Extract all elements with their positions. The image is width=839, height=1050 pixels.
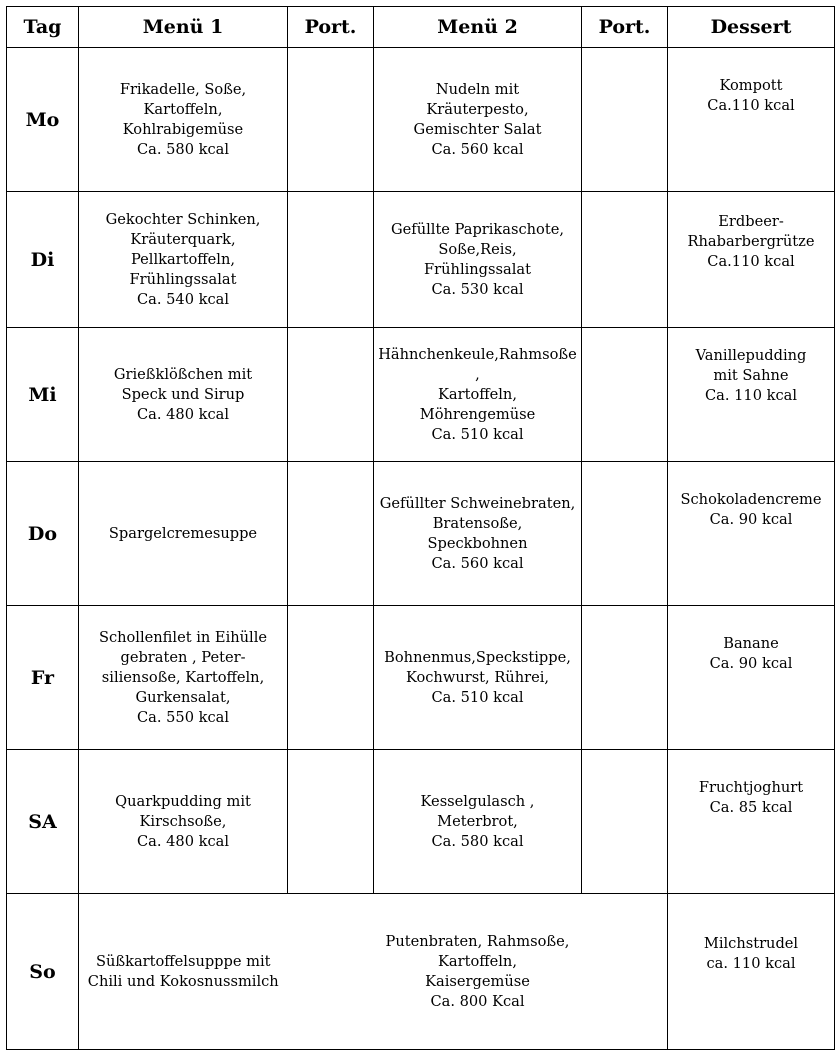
- menu-1-cell-line: Kirschsoße,: [139, 812, 227, 830]
- menu-2-cell-line: Kartoffeln,: [438, 952, 517, 970]
- portion-1-cell: [288, 48, 374, 192]
- menu-2-cell-line: Bratensoße,: [432, 514, 523, 532]
- dessert-cell-line: Ca. 90 kcal: [709, 655, 793, 672]
- menu-2-cell-line: Ca. 560 kcal: [431, 140, 524, 158]
- weekly-menu-table: [6, 6, 835, 1050]
- dessert-cell-line: Milchstrudel: [703, 935, 799, 952]
- menu-1-cell-line: Chili und Kokosnussmilch: [87, 972, 279, 990]
- header-portion-1: Port.: [288, 7, 374, 48]
- dessert-cell: [668, 462, 835, 606]
- menu-1-cell: [79, 894, 288, 1050]
- menu-1-cell-line: Süßkartoffelsupppe mit: [95, 952, 271, 970]
- menu-1-cell-line: Ca. 480 kcal: [136, 405, 230, 423]
- menu-2-cell-line: Frühlingssalat: [424, 260, 531, 278]
- menu-1-cell-line: Spargelcremesuppe: [108, 524, 258, 542]
- header-dessert: Dessert: [668, 7, 835, 48]
- dessert-cell: [668, 192, 835, 328]
- menu-1-cell-line: Gekochter Schinken,: [105, 210, 261, 228]
- menu-1-cell: [79, 48, 288, 192]
- day-label: Mo: [7, 48, 79, 192]
- dessert-cell-line: Erdbeer-: [718, 213, 784, 230]
- dessert-cell-line: Rhabarbergrütze: [687, 233, 815, 250]
- dessert-cell-line: Fruchtjoghurt: [698, 779, 804, 796]
- menu-2-cell-line: Ca. 800 Kcal: [430, 992, 525, 1010]
- menu-1-cell-line: Ca. 480 kcal: [136, 832, 230, 850]
- menu-1-cell-line: Ca. 540 kcal: [136, 290, 230, 308]
- menu-1-cell-line: Grießklößchen mit: [113, 365, 253, 383]
- dessert-cell-line: Ca.110 kcal: [707, 97, 795, 114]
- dessert-cell-line: Ca. 85 kcal: [709, 799, 793, 816]
- menu-2-cell-line: Kartoffeln,: [438, 385, 517, 403]
- menu-2-cell-line: Hähnchenkeule,Rahmsoße: [378, 345, 577, 363]
- menu-2-cell-line: Soße,Reis,: [438, 240, 517, 258]
- menu-row-so: [7, 894, 835, 1050]
- menu-2-cell-line: Kaisergemüse: [425, 972, 530, 990]
- menu-row-do: [7, 462, 835, 606]
- menu-2-cell-line: Ca. 560 kcal: [431, 554, 524, 572]
- menu-2-cell-line: Bohnenmus,Speckstippe,: [384, 648, 571, 666]
- portion-1-cell: [288, 894, 374, 1050]
- menu-2-cell-line: Kesselgulasch ,: [420, 792, 535, 810]
- dessert-cell-line: Kompott: [719, 77, 783, 94]
- dessert-cell-line: ca. 110 kcal: [706, 955, 796, 972]
- menu-2-cell: [374, 606, 582, 750]
- menu-row-di: [7, 192, 835, 328]
- portion-2-cell: [582, 48, 668, 192]
- menu-1-cell-line: siliensoße, Kartoffeln,: [101, 668, 265, 686]
- menu-2-cell-line: Kochwurst, Rührei,: [405, 668, 550, 686]
- header-row: [7, 7, 835, 48]
- menu-1-cell-line: Speck und Sirup: [121, 385, 245, 403]
- portion-2-cell: [582, 328, 668, 462]
- menu-2-cell: [374, 462, 582, 606]
- header-menu-1: Menü 1: [79, 7, 288, 48]
- menu-2-cell-line: Gefüllter Schweinebraten,: [379, 494, 576, 512]
- portion-2-cell: [582, 462, 668, 606]
- dessert-cell-line: Banane: [723, 635, 779, 652]
- portion-2-cell: [582, 894, 668, 1050]
- menu-1-cell-line: gebraten , Peter-: [120, 648, 246, 666]
- day-label: SA: [7, 750, 79, 894]
- day-label: Di: [7, 192, 79, 328]
- menu-1-cell-line: Kräuterquark,: [130, 230, 236, 248]
- menu-1-cell: [79, 328, 288, 462]
- dessert-cell-line: Ca. 90 kcal: [709, 511, 793, 528]
- menu-1-cell: [79, 192, 288, 328]
- menu-2-cell-line: Ca. 510 kcal: [431, 425, 524, 443]
- menu-1-cell-line: Gurkensalat,: [135, 688, 231, 706]
- dessert-cell: [668, 606, 835, 750]
- menu-2-cell-line: Gefüllte Paprikaschote,: [391, 220, 564, 238]
- menu-1-cell-line: Quarkpudding mit: [115, 792, 251, 810]
- menu-2-cell-line: Gemischter Salat: [413, 120, 542, 138]
- header-portion-2: Port.: [582, 7, 668, 48]
- menu-1-cell-line: Ca. 550 kcal: [136, 708, 230, 726]
- header-menu-2: Menü 2: [374, 7, 582, 48]
- menu-1-cell-line: Pellkartoffeln,: [130, 250, 236, 268]
- dessert-cell-line: Ca. 110 kcal: [704, 387, 798, 404]
- portion-2-cell: [582, 192, 668, 328]
- menu-2-cell-line: Putenbraten, Rahmsoße,: [385, 932, 570, 950]
- day-label: Fr: [7, 606, 79, 750]
- dessert-cell-line: mit Sahne: [713, 367, 789, 384]
- menu-2-cell-line: Speckbohnen: [427, 534, 528, 552]
- menu-2-cell-line: Ca. 580 kcal: [431, 832, 524, 850]
- portion-1-cell: [288, 606, 374, 750]
- portion-1-cell: [288, 328, 374, 462]
- menu-2-cell-line: Möhrengemüse: [419, 405, 536, 423]
- menu-1-cell-line: Ca. 580 kcal: [136, 140, 230, 158]
- menu-1-cell-line: Kartoffeln,: [143, 100, 223, 118]
- menu-2-cell: [374, 48, 582, 192]
- dessert-cell-line: Ca.110 kcal: [707, 253, 795, 270]
- menu-2-cell-line: Nudeln mit: [435, 80, 520, 98]
- dessert-cell-line: Vanillepudding: [695, 347, 807, 364]
- dessert-cell: [668, 328, 835, 462]
- menu-2-cell-line: ,: [475, 365, 480, 383]
- day-label: Do: [7, 462, 79, 606]
- menu-2-cell: [374, 894, 582, 1050]
- dessert-cell: [668, 48, 835, 192]
- portion-2-cell: [582, 606, 668, 750]
- menu-1-cell-line: Kohlrabigemüse: [122, 120, 244, 138]
- menu-2-cell-line: Ca. 510 kcal: [431, 688, 524, 706]
- menu-2-cell-line: Meterbrot,: [437, 812, 518, 830]
- day-label: Mi: [7, 328, 79, 462]
- menu-1-cell-line: Frikadelle, Soße,: [119, 80, 247, 98]
- menu-1-cell: [79, 606, 288, 750]
- menu-2-cell: [374, 328, 582, 462]
- menu-1-cell-line: Frühlingssalat: [129, 270, 237, 288]
- day-label: So: [7, 894, 79, 1050]
- menu-row-fr: [7, 606, 835, 750]
- menu-1-cell-line: Schollenfilet in Eihülle: [98, 628, 268, 646]
- dessert-cell: [668, 894, 835, 1050]
- dessert-cell-line: Schokoladencreme: [680, 491, 822, 508]
- header-tag: Tag: [7, 7, 79, 48]
- portion-1-cell: [288, 192, 374, 328]
- portion-1-cell: [288, 462, 374, 606]
- menu-1-cell: [79, 462, 288, 606]
- menu-2-cell: [374, 192, 582, 328]
- menu-2-cell-line: Ca. 530 kcal: [431, 280, 524, 298]
- menu-row-mo: [7, 48, 835, 192]
- menu-row-mi: [7, 328, 835, 462]
- menu-2-cell-line: Kräuterpesto,: [426, 100, 529, 118]
